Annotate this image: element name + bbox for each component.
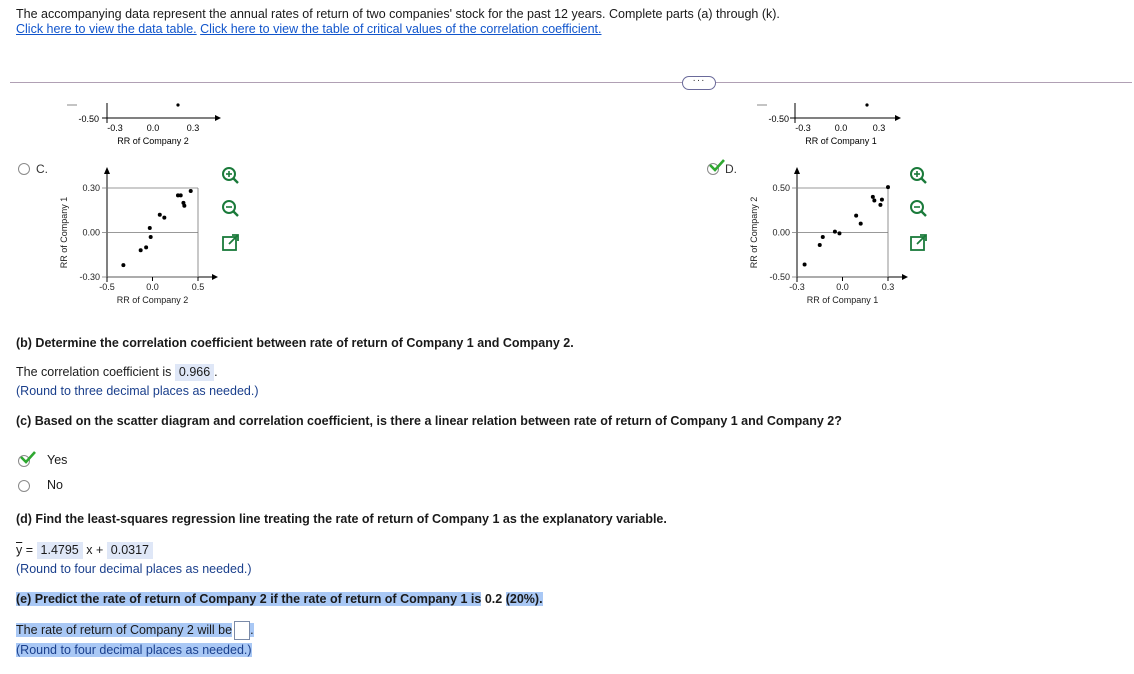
yes-label[interactable]: Yes bbox=[47, 453, 68, 467]
data-point bbox=[837, 231, 841, 235]
x-tick-label: 0.5 bbox=[191, 282, 205, 292]
y-axis-arrow bbox=[104, 167, 110, 174]
data-point bbox=[854, 214, 858, 218]
critical-values-link[interactable]: Click here to view the table of critical values of the correlation coefficient. bbox=[200, 22, 602, 36]
y-hat: $\overline{y}$ bbox=[16, 543, 23, 557]
part-e-question-pct: (20%) bbox=[505, 592, 540, 606]
slope-answer: 1.4795 bbox=[37, 542, 83, 559]
y-axis-label: RR of Company 2 bbox=[749, 196, 759, 269]
correct-check-icon bbox=[19, 450, 37, 464]
part-e-question bbox=[16, 592, 543, 607]
data-point bbox=[886, 185, 890, 189]
partial-plot-right bbox=[745, 95, 915, 150]
zoom-out-icon[interactable] bbox=[908, 198, 930, 220]
scatter-chart-c bbox=[55, 160, 230, 320]
equals-sign: = bbox=[25, 543, 34, 557]
part-e-answer-prefix: The rate of return of Company 2 will be bbox=[16, 622, 233, 637]
data-point bbox=[149, 235, 153, 239]
partial-left-xtick-0: -0.3 bbox=[107, 123, 123, 133]
rate-of-return-input[interactable] bbox=[234, 621, 250, 640]
part-b-answer-suffix: . bbox=[214, 365, 218, 379]
data-point bbox=[148, 226, 152, 230]
part-d-hint: (Round to four decimal places as needed.) bbox=[16, 562, 252, 576]
data-point bbox=[139, 248, 143, 252]
option-c-radio[interactable] bbox=[18, 163, 30, 175]
no-label[interactable]: No bbox=[47, 478, 63, 492]
data-point bbox=[878, 203, 882, 207]
x-tick-label: -0.3 bbox=[789, 282, 805, 292]
partial-right-ytick: -0.50 bbox=[768, 114, 789, 124]
data-point bbox=[158, 213, 162, 217]
zoom-out-icon[interactable] bbox=[220, 198, 242, 220]
partial-plot-left bbox=[55, 95, 225, 150]
x-axis-arrow bbox=[902, 274, 908, 280]
data-point bbox=[871, 195, 875, 199]
data-point bbox=[859, 222, 863, 226]
intro-block bbox=[16, 7, 780, 37]
data-point bbox=[833, 230, 837, 234]
correct-check-icon bbox=[708, 158, 726, 172]
partial-left-xtick-2: 0.3 bbox=[186, 123, 200, 133]
data-point bbox=[872, 198, 876, 202]
data-point bbox=[803, 263, 807, 267]
option-c-letter: C. bbox=[36, 162, 48, 176]
scatter-chart-d bbox=[745, 160, 915, 320]
partial-left-ytick: -0.50 bbox=[78, 114, 99, 124]
y-axis-arrow bbox=[794, 167, 800, 174]
x-axis-label: RR of Company 2 bbox=[116, 295, 189, 305]
y-tick-label: 0.00 bbox=[772, 227, 790, 238]
part-b-answer-prefix: The correlation coefficient is bbox=[16, 365, 172, 379]
part-b-question: (b) Determine the correlation coefficient between rate of return of Company 1 and Company 2. bbox=[16, 336, 574, 350]
open-external-icon[interactable] bbox=[220, 232, 242, 254]
y-tick-label: 0.30 bbox=[82, 183, 100, 193]
x-axis-arrow bbox=[212, 274, 218, 280]
data-point bbox=[121, 263, 125, 267]
option-d-letter: D. bbox=[725, 162, 737, 176]
section-divider bbox=[10, 82, 1132, 83]
part-e-question-end: . bbox=[539, 592, 543, 606]
partial-left-point bbox=[176, 103, 179, 106]
intercept-answer: 0.0317 bbox=[107, 542, 153, 559]
part-e-answer-line bbox=[16, 621, 254, 640]
y-axis-label: RR of Company 1 bbox=[59, 196, 69, 269]
regression-line bbox=[16, 542, 153, 559]
x-tick-label: 0.0 bbox=[146, 282, 159, 292]
part-e-question-prefix: (e) Predict the rate of return of Company 2 if the rate of return of Company 1 is bbox=[16, 592, 482, 606]
partial-right-point bbox=[865, 103, 868, 106]
correlation-answer: 0.966 bbox=[175, 364, 214, 381]
y-tick-label: -0.30 bbox=[79, 272, 100, 282]
partial-right-xtick-1: 0.0 bbox=[834, 123, 848, 133]
data-point bbox=[182, 204, 186, 208]
part-b-hint: (Round to three decimal places as needed.) bbox=[16, 384, 259, 398]
no-radio[interactable] bbox=[18, 480, 30, 492]
data-point bbox=[818, 243, 822, 247]
open-external-icon[interactable] bbox=[908, 232, 930, 254]
x-tick-label: -0.5 bbox=[99, 282, 115, 292]
y-tick-label: 0.00 bbox=[82, 227, 100, 238]
zoom-in-icon[interactable] bbox=[220, 165, 242, 187]
data-point bbox=[179, 193, 183, 197]
partial-left-xlabel: RR of Company 2 bbox=[117, 136, 189, 146]
part-d-question: (d) Find the least-squares regression line treating the rate of return of Company 1 as the explanatory variable. bbox=[16, 512, 667, 526]
x-axis-label: RR of Company 1 bbox=[806, 295, 879, 305]
data-point bbox=[821, 235, 825, 239]
part-c-question: (c) Based on the scatter diagram and correlation coefficient, is there a linear relation between rate of return of Company 1 and Company 2? bbox=[16, 414, 842, 428]
x-tick-label: 0.0 bbox=[836, 282, 849, 292]
part-e-answer-suffix: . bbox=[250, 622, 254, 637]
partial-left-xtick-1: 0.0 bbox=[146, 123, 160, 133]
partial-right-xtick-0: -0.3 bbox=[795, 123, 811, 133]
data-point bbox=[144, 245, 148, 249]
y-tick-label: -0.50 bbox=[769, 272, 790, 282]
zoom-in-icon[interactable] bbox=[908, 165, 930, 187]
data-table-link[interactable]: Click here to view the data table. bbox=[16, 22, 197, 36]
y-tick-label: 0.50 bbox=[772, 183, 790, 193]
data-point bbox=[162, 216, 166, 220]
part-b-answer-line bbox=[16, 364, 218, 381]
intro-text: The accompanying data represent the annual rates of return of two companies' stock for the past 12 years. Complete parts (a) through (k). bbox=[16, 7, 780, 21]
part-e-question-value: 0.2 bbox=[484, 592, 503, 606]
x-plus: x + bbox=[86, 543, 104, 557]
data-point bbox=[189, 189, 193, 193]
data-point bbox=[880, 198, 884, 202]
x-tick-label: 0.3 bbox=[881, 282, 895, 292]
more-button[interactable]: ··· bbox=[682, 76, 716, 90]
part-e-hint: (Round to four decimal places as needed.) bbox=[16, 643, 252, 657]
partial-right-xtick-2: 0.3 bbox=[872, 123, 886, 133]
partial-right-xlabel: RR of Company 1 bbox=[805, 136, 877, 146]
